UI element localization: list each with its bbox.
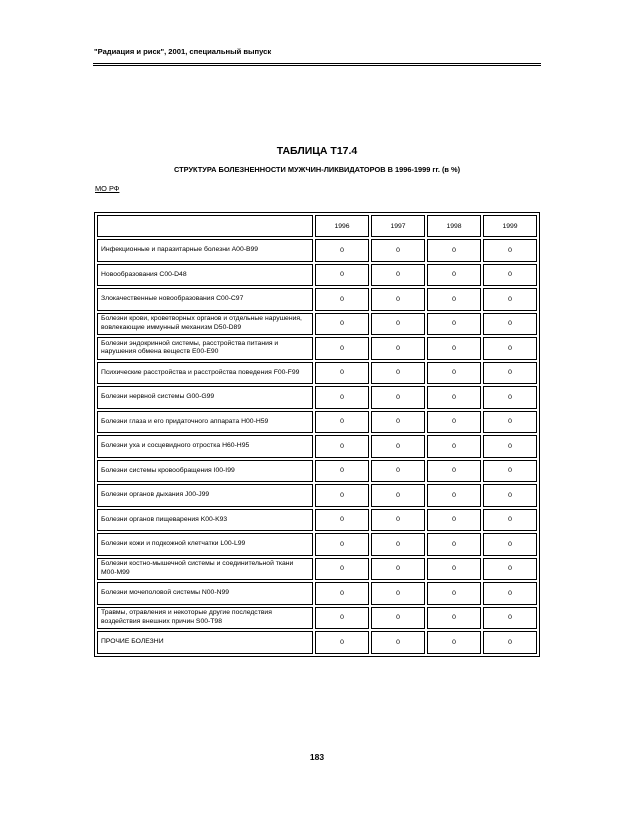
table-cell: 0 xyxy=(427,411,481,434)
table-row xyxy=(97,313,537,336)
table-cell: 0 xyxy=(371,362,425,385)
table-cell: 0 xyxy=(427,362,481,385)
column-header: 1996 xyxy=(315,215,369,237)
table-cell: 0 xyxy=(483,239,537,262)
table-cell: 0 xyxy=(427,264,481,287)
table-cell: 0 xyxy=(371,533,425,556)
table-cell: 0 xyxy=(371,411,425,434)
table-row xyxy=(97,435,537,458)
table-cell: 0 xyxy=(315,582,369,605)
table-cell: 0 xyxy=(371,460,425,483)
table-cell: 0 xyxy=(371,264,425,287)
table-cell: 0 xyxy=(427,631,481,654)
table-cell: 0 xyxy=(315,435,369,458)
row-label: Болезни костно-мышечной системы и соединительной ткани M00-M99 xyxy=(97,558,313,581)
table-cell: 0 xyxy=(371,558,425,581)
table-cell: 0 xyxy=(315,313,369,336)
table-cell: 0 xyxy=(483,582,537,605)
table-row xyxy=(97,533,537,556)
table-cell: 0 xyxy=(483,509,537,532)
running-header: "Радиация и риск", 2001, специальный выпуск xyxy=(94,47,272,56)
table-title: ТАБЛИЦА Т17.4 xyxy=(276,145,358,157)
table-cell: 0 xyxy=(483,288,537,311)
table-row xyxy=(97,484,537,507)
row-label: ПРОЧИЕ БОЛЕЗНИ xyxy=(97,631,313,654)
table-cell: 0 xyxy=(315,411,369,434)
table-cell: 0 xyxy=(483,533,537,556)
table-row xyxy=(97,337,537,360)
table-cell: 0 xyxy=(315,533,369,556)
row-label: Болезни системы кровообращения I00-I99 xyxy=(97,460,313,483)
table-cell: 0 xyxy=(427,435,481,458)
table-cell: 0 xyxy=(315,607,369,630)
morbidity-table xyxy=(94,212,540,657)
table-cell: 0 xyxy=(315,509,369,532)
table-cell: 0 xyxy=(483,313,537,336)
column-header xyxy=(97,215,313,237)
header-rule-secondary xyxy=(93,65,541,66)
table-cell: 0 xyxy=(315,362,369,385)
table-cell: 0 xyxy=(371,239,425,262)
row-label: Болезни нервной системы G00-G99 xyxy=(97,386,313,409)
table-cell: 0 xyxy=(483,607,537,630)
table-cell: 0 xyxy=(483,264,537,287)
table-cell: 0 xyxy=(315,558,369,581)
table-cell: 0 xyxy=(371,313,425,336)
table-row xyxy=(97,411,537,434)
table-cell: 0 xyxy=(371,337,425,360)
table-cell: 0 xyxy=(427,386,481,409)
table-cell: 0 xyxy=(371,607,425,630)
data-source: МО РФ xyxy=(95,184,120,193)
header-rule xyxy=(93,63,541,64)
table-cell: 0 xyxy=(371,582,425,605)
table-cell: 0 xyxy=(483,337,537,360)
row-label: Болезни крови, кроветворных органов и отдельные нарушения, вовлекающие иммунный механизм D50-D89 xyxy=(97,313,313,336)
table-cell: 0 xyxy=(315,264,369,287)
table-row xyxy=(97,509,537,532)
table-cell: 0 xyxy=(315,239,369,262)
table-row xyxy=(97,386,537,409)
table-cell: 0 xyxy=(315,288,369,311)
table-row xyxy=(97,607,537,630)
table-cell: 0 xyxy=(315,484,369,507)
table-cell: 0 xyxy=(427,460,481,483)
table-row xyxy=(97,558,537,581)
table-header-row xyxy=(97,215,537,237)
column-header: 1999 xyxy=(483,215,537,237)
table-cell: 0 xyxy=(427,582,481,605)
table-cell: 0 xyxy=(371,435,425,458)
page-number: 183 xyxy=(309,752,325,762)
row-label: Болезни органов дыхания J00-J99 xyxy=(97,484,313,507)
table-subtitle: СТРУКТУРА БОЛЕЗНЕННОСТИ МУЖЧИН-ЛИКВИДАТОРОВ В 1996-1999 гг. (в %) xyxy=(173,165,461,174)
table-cell: 0 xyxy=(483,484,537,507)
column-header: 1997 xyxy=(371,215,425,237)
table-cell: 0 xyxy=(427,533,481,556)
table-cell: 0 xyxy=(427,313,481,336)
table-row xyxy=(97,631,537,654)
row-label: Болезни мочеполовой системы N00-N99 xyxy=(97,582,313,605)
table-cell: 0 xyxy=(371,484,425,507)
table-cell: 0 xyxy=(371,288,425,311)
table-cell: 0 xyxy=(427,558,481,581)
table-cell: 0 xyxy=(483,386,537,409)
table-cell: 0 xyxy=(315,460,369,483)
table-cell: 0 xyxy=(483,631,537,654)
table-cell: 0 xyxy=(427,484,481,507)
table-cell: 0 xyxy=(371,386,425,409)
table-row xyxy=(97,582,537,605)
table-cell: 0 xyxy=(371,631,425,654)
table-row xyxy=(97,288,537,311)
table-cell: 0 xyxy=(483,362,537,385)
row-label: Новообразования C00-D48 xyxy=(97,264,313,287)
row-label: Болезни эндокринной системы, расстройства питания и нарушения обмена веществ E00-E90 xyxy=(97,337,313,360)
table-row xyxy=(97,460,537,483)
row-label: Злокачественные новообразования C00-C97 xyxy=(97,288,313,311)
table-cell: 0 xyxy=(483,435,537,458)
column-header: 1998 xyxy=(427,215,481,237)
table-body xyxy=(97,239,537,654)
table-cell: 0 xyxy=(427,239,481,262)
table-cell: 0 xyxy=(483,411,537,434)
table-cell: 0 xyxy=(315,386,369,409)
table-cell: 0 xyxy=(427,607,481,630)
table-cell: 0 xyxy=(483,460,537,483)
row-label: Болезни органов пищеварения K00-K93 xyxy=(97,509,313,532)
table-cell: 0 xyxy=(427,509,481,532)
row-label: Психические расстройства и расстройства поведения F00-F99 xyxy=(97,362,313,385)
table-row xyxy=(97,362,537,385)
table-cell: 0 xyxy=(427,288,481,311)
row-label: Болезни уха и сосцевидного отростка H60-H95 xyxy=(97,435,313,458)
row-label: Травмы, отравления и некоторые другие последствия воздействия внешних причин S00-T98 xyxy=(97,607,313,630)
table-cell: 0 xyxy=(315,631,369,654)
table-row xyxy=(97,264,537,287)
table-cell: 0 xyxy=(483,558,537,581)
table-cell: 0 xyxy=(315,337,369,360)
row-label: Инфекционные и паразитарные болезни A00-B99 xyxy=(97,239,313,262)
row-label: Болезни глаза и его придаточного аппарата H00-H59 xyxy=(97,411,313,434)
table-cell: 0 xyxy=(427,337,481,360)
table-cell: 0 xyxy=(371,509,425,532)
row-label: Болезни кожи и подкожной клетчатки L00-L99 xyxy=(97,533,313,556)
table-row xyxy=(97,239,537,262)
